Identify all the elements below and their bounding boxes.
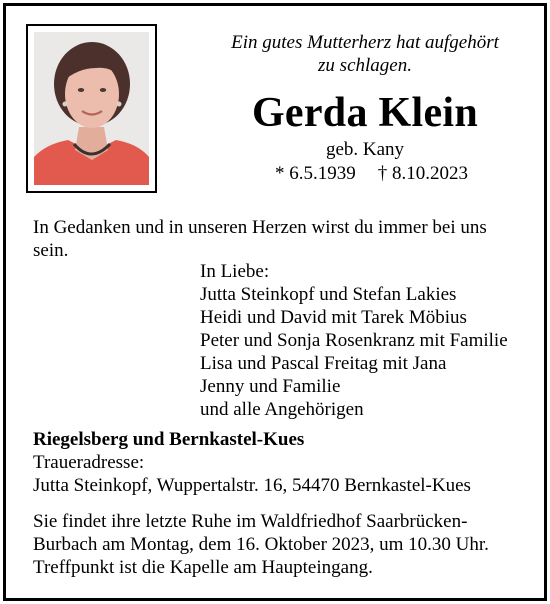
signers-block [200,260,508,421]
signer-line: Jenny und Familie [200,376,341,397]
verse-line-1: Ein gutes Mutterherz hat aufgehört [231,32,499,53]
place-heading: Riegelsberg und Bernkastel-Kues [33,429,305,450]
death-date: † 8.10.2023 [377,163,468,184]
funeral-details: Sie findet ihre letzte Ruhe im Waldfriedhof Saarbrücken-Burbach am Montag, dem 16. Oktober 2023, um 10.30 Uhr. Treffpunkt ist die Kapelle am Haupteingang. [33,511,489,578]
signer-line: Heidi und David mit Tarek Möbius [200,307,467,328]
portrait-frame [26,24,157,193]
life-dates [275,163,468,185]
signers-intro: In Liebe: [200,261,270,282]
maiden-name: geb. Kany [325,139,405,160]
deceased-name: Gerda Klein [251,90,479,136]
signer-line: und alle Angehörigen [200,399,364,420]
memorial-verse [200,31,530,77]
signer-line: Peter und Sonja Rosenkranz mit Familie [200,330,508,351]
verse-line-2: zu schlagen. [318,55,412,76]
address-label: Traueradresse: [33,452,145,473]
mourning-address: Jutta Steinkopf, Wuppertalstr. 16, 54470 Bernkastel-Kues [33,475,471,496]
memorial-quote: In Gedanken und in unseren Herzen wirst du immer bei uns sein. [33,217,487,261]
portrait-photo [34,32,149,185]
signer-line: Lisa und Pascal Freitag mit Jana [200,353,447,374]
birth-date: * 6.5.1939 [275,163,356,184]
signer-line: Jutta Steinkopf und Stefan Lakies [200,284,457,305]
